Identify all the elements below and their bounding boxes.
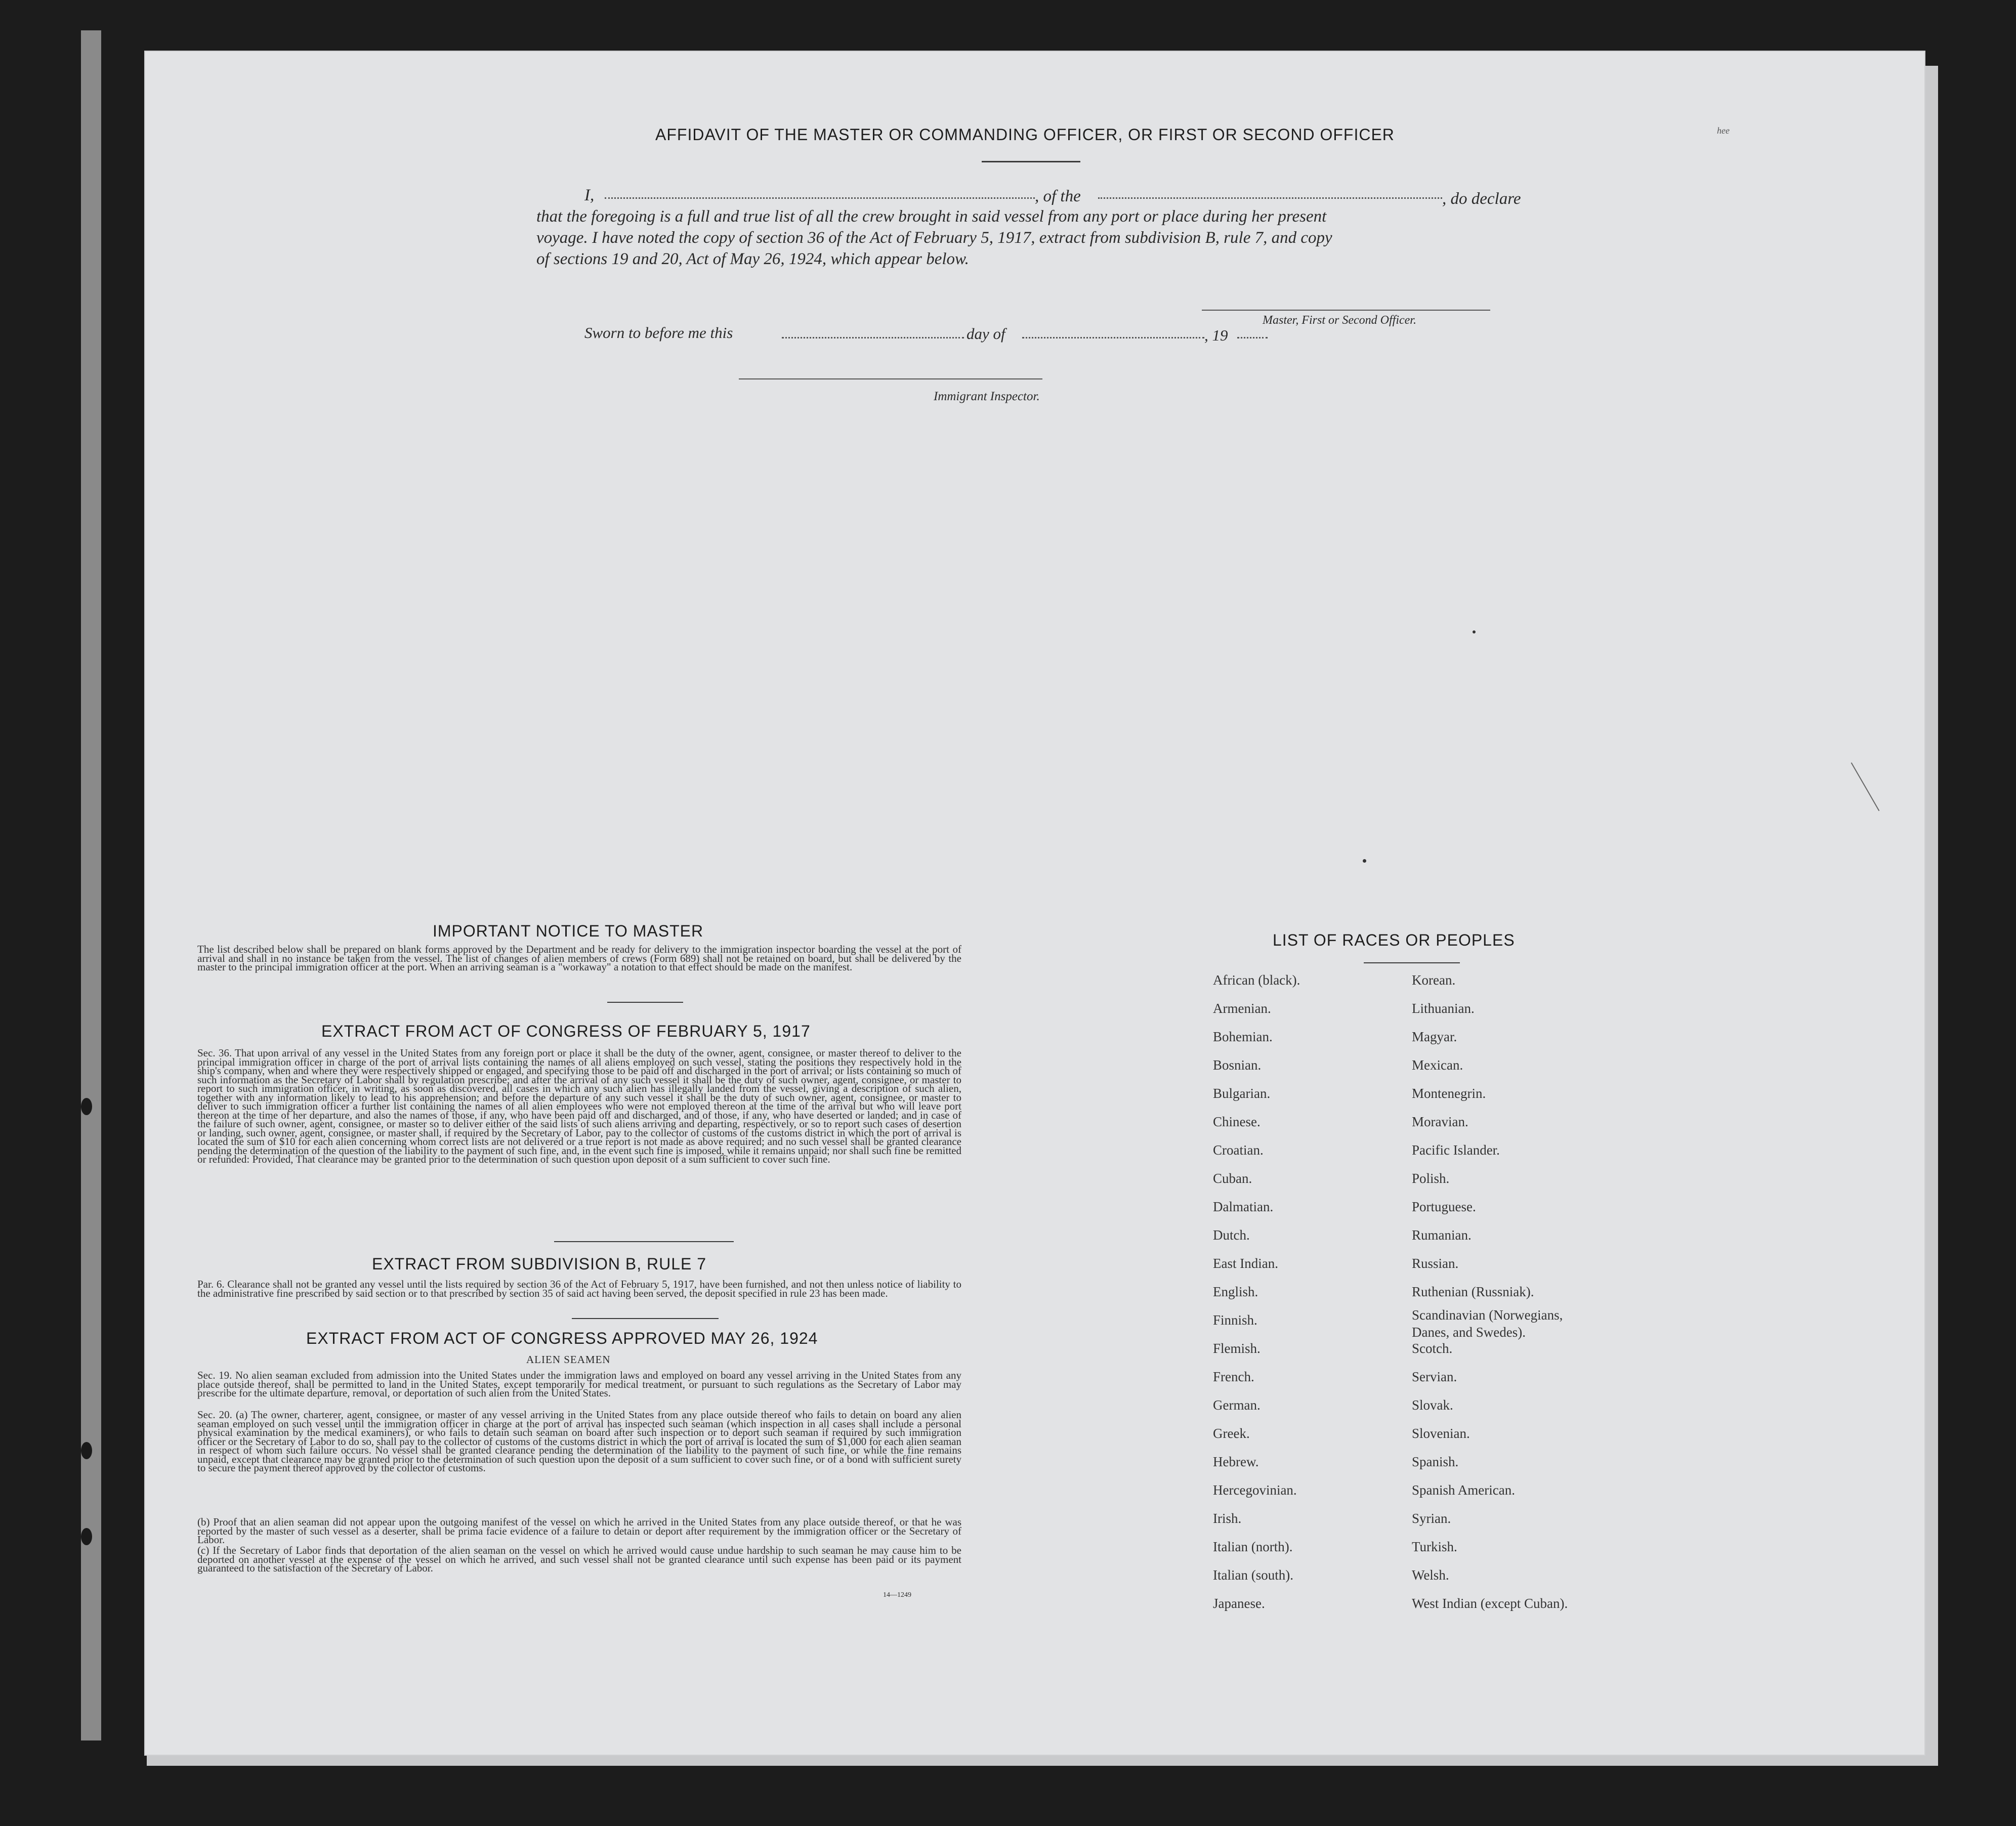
rule7-text: Par. 6. Clearance shall not be granted any vessel until the lists required by section 36 of the Act of February 5, 1917, have been furnished, and not then unless notice of liability to the administrative fine prescribed by said section or to that prescribed by section 35 of said act having been served, the deposit specified in rule 23 has been made. [197,1278,961,1299]
divider [982,161,1080,162]
race-item: Rumanian. [1412,1227,1472,1243]
race-item: Irish. [1213,1511,1242,1526]
sworn-day-field[interactable] [782,337,964,338]
sec-20b-text: (b) Proof that an alien seaman did not appear upon the outgoing manifest of the vessel on which he arrived in the United States from any place outside thereof, or that he was reported by the master of such vessel as a deserter, shall be prima facie evidence of a failure to detain or deport after requirement by the immigration officer or the Secretary of Labor. [197,1516,961,1546]
day-of-label: day of [967,325,1005,343]
extract-1917-title: EXTRACT FROM ACT OF CONGRESS OF FEBRUARY 5, 1917 [321,1022,811,1040]
race-item: Hebrew. [1213,1454,1259,1469]
race-item: Ruthenian (Russniak). [1412,1284,1534,1299]
race-item: Russian. [1412,1256,1459,1271]
affidavit-declare: , do declare [1442,190,1521,208]
affidavit-i: I, [584,186,595,204]
race-item: Mexican. [1412,1057,1463,1073]
race-item: Flemish. [1213,1341,1261,1356]
sworn-year-field[interactable] [1237,337,1268,338]
vessel-blank-field[interactable] [1098,197,1442,199]
race-item: African (black). [1213,972,1300,988]
extract-1917-text: Sec. 36. That upon arrival of any vessel in the United States from any foreign port or place it shall be the duty of the owner, agent, consignee, or master thereof to deliver to the principal immigration officer in charge of the port of arrival lists containing the names of all aliens employed on such vessel, stating the positions they respectively hold in the ship's company, when and where they were respectively shipped or engaged, and specifying those to be paid off and discharged in the port of arrival; or lists containing so much of such information as the Secretary of Labor shall by regulation prescribe; and after the arrival of any such vessel it shall be the duty of such owner, agent, consignee, or master to report to such immigration officer, in writing, as soon as discovered, all cases in which any such alien has illegally landed from the vessel, giving a description of such alien, together with any information likely to lead to his apprehension; and before the departure of any such vessel it shall be the duty of such owner, agent, consignee, or master to deliver to such immigration officer a further list containing the names of all alien employees who were not employed thereon at the time of the arrival but who will leave port thereon at the time of her departure, and also the names of those, if any, who have been paid off and discharged, and of those, if any, who have deserted or landed; and in case of the failure of such owner, agent, consignee, or master so to deliver either of the said lists of such aliens arriving and departing, respectively, or so to report such cases of desertion or landing, such owner, agent, consignee, or master shall, if required by the Secretary of Labor, pay to the collector of customs of the customs district in which the port of arrival is located the sum of $10 for each alien concerning whom correct lists are not delivered or a true report is not made as above required; and no such vessel shall be granted clearance pending the determination of the question of the liability to the payment of such fine, and, in the event such fine is imposed, while it remains unpaid; nor shall such fine be remitted or refunded: Provided, That clearance may be granted prior to the determination of such question upon deposit of a sum sufficient to cover such fine. [197,1047,961,1165]
affidavit-of-the: , of the [1035,187,1081,205]
race-item: Cuban. [1213,1171,1252,1186]
race-item: Syrian. [1412,1511,1451,1526]
race-item: French. [1213,1369,1254,1384]
race-item: Servian. [1412,1369,1457,1384]
affidavit-title: AFFIDAVIT OF THE MASTER OR COMMANDING OFFICER, OR FIRST OR SECOND OFFICER [655,125,1395,144]
race-item: Armenian. [1213,1001,1271,1016]
race-item: Italian (north). [1213,1539,1293,1554]
race-item: Polish. [1412,1171,1450,1186]
race-item: Montenegrin. [1412,1086,1486,1101]
race-item: Moravian. [1412,1114,1468,1129]
race-item: Bulgarian. [1213,1086,1271,1101]
master-label: Master, First or Second Officer. [1263,314,1416,327]
sec-19-text: Sec. 19. No alien seaman excluded from admission into the United States under the immigration laws and employed on board any vessel arriving in the United States from any place outside thereof, shall be permitted to land in the United States, except temporarily for medical treatment, or pursuant to such regulations as the Secretary of Labor may prescribe for the ultimate departure, removal, or deportation of such alien from the United States. [197,1369,961,1399]
race-item: Hercegovinian. [1213,1482,1297,1498]
race-item: Turkish. [1412,1539,1457,1554]
race-item: Portuguese. [1412,1199,1476,1214]
race-item: Japanese. [1213,1596,1265,1611]
manifest-back-page [144,51,1925,1756]
sworn-month-field[interactable] [1022,337,1204,338]
name-blank-field[interactable] [605,197,1035,199]
race-item: Korean. [1412,972,1456,988]
divider [554,1241,734,1242]
race-item: Greek. [1213,1426,1250,1441]
divider [607,1002,683,1003]
sworn-text: Sworn to before me this [584,324,733,342]
affidavit-line-3: voyage. I have noted the copy of section 36 of the Act of February 5, 1917, extract from subdivision B, rule 7, and copy [536,229,1332,247]
race-item: Spanish. [1412,1454,1459,1469]
divider [1364,962,1460,963]
race-item: Spanish American. [1412,1482,1515,1498]
scan-speck [1473,630,1476,633]
race-item: English. [1213,1284,1258,1299]
rule7-title: EXTRACT FROM SUBDIVISION B, RULE 7 [372,1255,707,1273]
race-item: Scotch. [1412,1341,1453,1356]
form-number: 14—1249 [883,1591,911,1599]
race-item: Croatian. [1213,1142,1264,1158]
year-prefix: , 19 [1204,326,1228,344]
scan-speck [1851,762,1880,811]
race-item: Pacific Islander. [1412,1142,1500,1158]
divider [572,1318,719,1319]
race-item: Scandinavian (Norwegians, [1412,1307,1563,1323]
race-item: West Indian (except Cuban). [1412,1596,1568,1611]
race-item: Dutch. [1213,1227,1250,1243]
master-signature-line[interactable] [1202,310,1490,311]
race-item: Slovak. [1412,1397,1453,1413]
inspector-label: Immigrant Inspector. [934,390,1040,403]
binder-hole [81,1442,92,1459]
affidavit-line-2: that the foregoing is a full and true list of all the crew brought in said vessel from any port or place during her present [536,207,1327,226]
alien-seamen-subtitle: ALIEN SEAMEN [526,1353,611,1366]
race-item: Dalmatian. [1213,1199,1274,1214]
notice-title: IMPORTANT NOTICE TO MASTER [433,922,704,940]
race-item: East Indian. [1213,1256,1278,1271]
race-item: Italian (south). [1213,1567,1293,1583]
race-item-continuation: Danes, and Swedes). [1412,1325,1526,1340]
affidavit-line-4: of sections 19 and 20, Act of May 26, 1924, which appear below. [536,250,969,268]
sec-20c-text: (c) If the Secretary of Labor finds that deportation of the alien seaman on the vessel on which he arrived would cause undue hardship to such seaman he may cause him to be deported on another vessel at the expense of the vessel on which he arrived, and such vessel shall not be granted clearance until such expense has been paid or its payment guaranteed to the satisfaction of the Secretary of Labor. [197,1544,961,1574]
race-item: Finnish. [1213,1312,1257,1328]
background-page-edge [81,30,101,1740]
race-item: Magyar. [1412,1029,1457,1044]
notice-text: The list described below shall be prepared on blank forms approved by the Department and be ready for delivery to the immigration inspector boarding the vessel at the port of arrival and shall in no instance be taken from the vessel. The list of changes of alien members of crews (Form 689) shall not be retained on board, but shall be delivered by the master to the principal immigration officer at the port. When an arriving seaman is a "workaway" a notation to that effect should be made on the manifest. [197,943,961,973]
races-title: LIST OF RACES OR PEOPLES [1273,931,1515,949]
race-item: Slovenian. [1412,1426,1470,1441]
extract-1924-title: EXTRACT FROM ACT OF CONGRESS APPROVED MAY 26, 1924 [306,1329,818,1347]
race-item: Bohemian. [1213,1029,1273,1044]
race-item: Chinese. [1213,1114,1261,1129]
binder-hole [81,1528,92,1545]
inspector-signature-line[interactable] [739,378,1042,379]
race-item: Bosnian. [1213,1057,1262,1073]
margin-note: hee [1717,125,1730,136]
race-item: Welsh. [1412,1567,1449,1583]
race-item: German. [1213,1397,1261,1413]
race-item: Lithuanian. [1412,1001,1475,1016]
sec-20a-text: Sec. 20. (a) The owner, charterer, agent, consignee, or master of any vessel arriving in the United States from any place outside thereof who fails to detain on board any alien seaman employed on such vessel until the immigration officer in charge at the port of arrival has inspected such seaman (which inspection in all cases shall include a personal physical examination by the medical examiners), or who fails to detain such seaman on board after such inspection or to deport such seaman if required by such immigration officer or the Secretary of Labor to do so, shall pay to the collector of customs of the customs district in which the port of arrival is located the sum of $1,000 for each alien seaman in respect of whom such failure occurs. No vessel shall be granted clearance pending the determination of the liability to the payment of such fine, or while the fine remains unpaid, except that clearance may be granted prior to the determination of such question upon the deposit of a sum sufficient to cover such fine, or of a bond with sufficient surety to secure the payment thereof approved by the collector of customs. [197,1409,961,1474]
scan-speck [1363,859,1366,863]
binder-hole [81,1098,92,1115]
